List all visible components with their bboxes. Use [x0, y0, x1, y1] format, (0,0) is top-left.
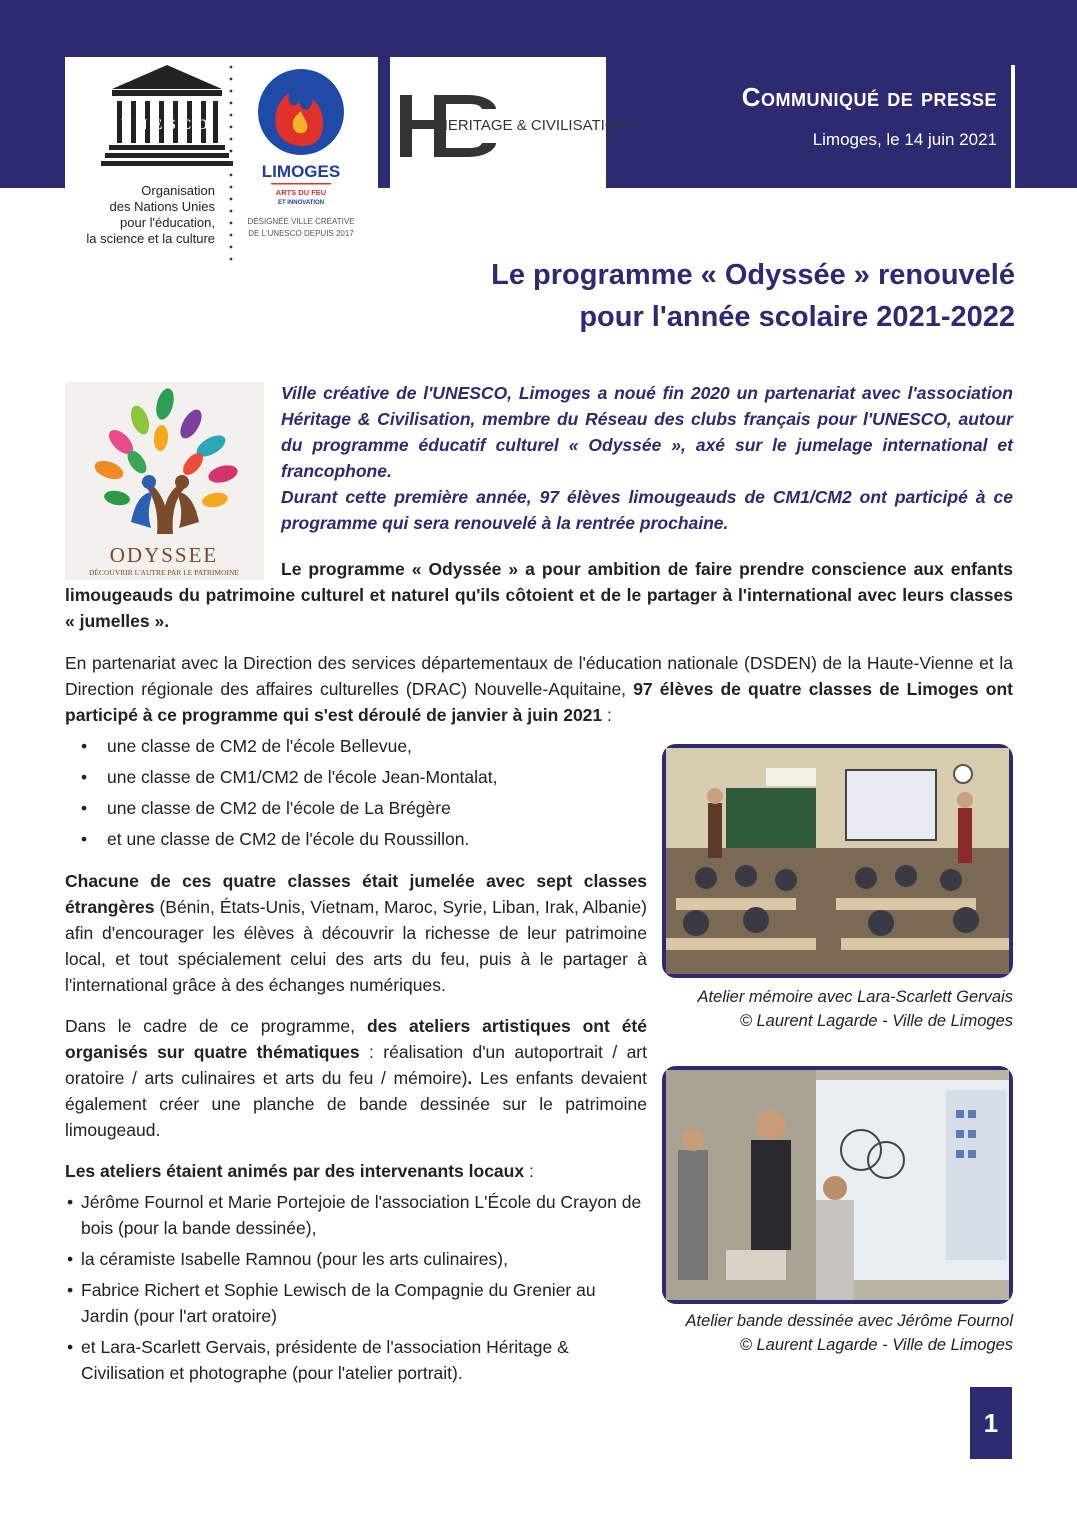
odyssee-logo	[65, 382, 264, 580]
svg-text:ARTS DU FEU: ARTS DU FEU	[275, 188, 327, 197]
intro-text-1: Ville créative de l'UNESCO, Limoges a noué fin 2020 un partenariat avec l'association Héritage & Civilisation, membre du Réseau des clubs français pour l'UNESCO, autour du programme éducatif culturel « Odyssée », axé sur le jumelage international et francophone.	[281, 383, 1013, 481]
svg-text:des Nations Unies: des Nations Unies	[109, 199, 215, 214]
twinning-text: (Bénin, États-Unis, Vietnam, Maroc, Syrie, Liban, Irak, Albanie) afin d'encourager les élèves à découvrir la richesse de leur patrimoine local, et tout spécialement celui des arts du feu, puis à le partager à l'international grâce à des échanges numériques.	[65, 897, 647, 995]
limoges-logo	[248, 69, 355, 238]
caption-title: Atelier bande dessinée avec Jérôme Fournol	[685, 1312, 1013, 1330]
list-item: • et une classe de CM2 de l'école du Roussillon.	[65, 826, 625, 852]
partner-logos-panel	[65, 57, 378, 267]
press-release-date: Limoges, le 14 juin 2021	[812, 130, 997, 149]
workshops-text-2: : réalisation d'un autoportrait / art oratoire / arts culinaires et arts du feu / mémoire)	[65, 1042, 647, 1088]
photo-caption-2	[613, 1309, 1013, 1357]
partnership-text: En partenariat avec la Direction des services départementaux de l'éducation nationale (DSDEN) de la Haute-Vienne et la Direction régionale des affaires culturelles (DRAC) Nouvelle-Aquitaine,	[65, 653, 1013, 699]
photo-workshop-bande-dessinee	[662, 1066, 1013, 1304]
list-item: • une classe de CM2 de l'école Bellevue,	[65, 733, 625, 759]
list-item: • Fabrice Richert et Sophie Lewisch de la Compagnie du Grenier au Jardin (pour l'art oratoire)	[65, 1277, 647, 1329]
twinning-paragraph	[65, 868, 647, 998]
title-line-1: Le programme « Odyssée » renouvelé	[491, 259, 1015, 291]
caption-credit: © Laurent Lagarde - Ville de Limoges	[739, 1336, 1013, 1354]
page-title	[375, 254, 1015, 338]
workshops-highlight: des ateliers artistiques ont été organisés sur quatre thématiques	[65, 1016, 647, 1062]
list-item: • et Lara-Scarlett Gervais, présidente de l'association Héritage & Civilisation et photographe (pour l'atelier portrait).	[65, 1334, 647, 1386]
press-release-title: Communiqué de presse	[741, 82, 997, 112]
svg-text:la science et la culture: la science et la culture	[86, 231, 215, 246]
partnership-end: :	[602, 705, 612, 725]
caption-title: Atelier mémoire avec Lara-Scarlett Gervais	[697, 988, 1013, 1006]
workshops-text-3: Les enfants devaient également créer une planche de bande dessinée sur le patrimoine limougeaud.	[65, 1068, 647, 1140]
heritage-civilisation-logo	[390, 57, 628, 188]
svg-text:ODYSSEE: ODYSSEE	[109, 543, 219, 567]
svg-text:UNESCO: UNESCO	[120, 117, 214, 133]
page-number: 1	[970, 1387, 1012, 1459]
animators-heading-text: Les ateliers étaient animés par des intervenants locaux	[65, 1161, 525, 1181]
svg-text:DÉSIGNÉE VILLE CRÉATIVE: DÉSIGNÉE VILLE CRÉATIVE	[247, 217, 355, 226]
photo-workshop-memoire	[662, 744, 1013, 978]
ambition-paragraph: Le programme « Odyssée » a pour ambition de faire prendre conscience aux enfants limougeauds du patrimoine culturel et naturel qu'ils côtoient et de le partager à l'international avec leurs classes « jumelles ».	[65, 559, 1013, 631]
header-rule	[1011, 65, 1015, 188]
svg-text:HERITAGE & CIVILISATION: HERITAGE & CIVILISATION	[437, 117, 628, 134]
workshops-paragraph	[65, 1013, 647, 1143]
intro-paragraph	[281, 380, 1013, 536]
workshops-text-1: Dans le cadre de ce programme,	[65, 1016, 367, 1036]
twinning-highlight: Chacune de ces quatre classes était jumelée avec sept classes étrangères	[65, 871, 647, 917]
list-item: • une classe de CM1/CM2 de l'école Jean-Montalat,	[65, 764, 625, 790]
partnership-highlight: 97 élèves de quatre classes de Limoges ont participé à ce programme qui s'est déroulé de janvier à juin 2021	[65, 679, 1013, 725]
list-item: • Jérôme Fournol et Marie Portejoie de l'association L'École du Crayon de bois (pour la bande dessinée),	[65, 1189, 647, 1241]
svg-text:ET INNOVATION: ET INNOVATION	[277, 200, 325, 206]
classes-list	[65, 733, 625, 857]
photo-caption-1	[613, 985, 1013, 1033]
workshops-period: .	[467, 1068, 473, 1088]
svg-text:pour l'éducation,: pour l'éducation,	[120, 215, 215, 230]
unesco-logo	[65, 57, 378, 267]
title-line-2: pour l'année scolaire 2021-2022	[579, 301, 1015, 333]
animators-heading	[65, 1158, 647, 1184]
animators-list	[65, 1189, 647, 1391]
svg-text:Organisation: Organisation	[141, 183, 215, 198]
partnership-paragraph	[65, 650, 1013, 728]
svg-text:DE L'UNESCO DEPUIS 2017: DE L'UNESCO DEPUIS 2017	[248, 229, 354, 238]
caption-credit: © Laurent Lagarde - Ville de Limoges	[739, 1012, 1013, 1030]
svg-text:LIMOGES: LIMOGES	[261, 162, 341, 181]
list-item: • la céramiste Isabelle Ramnou (pour les arts culinaires),	[65, 1246, 647, 1272]
animators-heading-end: :	[524, 1161, 534, 1181]
svg-text:DÉCOUVRIR L'AUTRE PAR LE PATRI: DÉCOUVRIR L'AUTRE PAR LE PATRIMOINE	[89, 568, 239, 577]
intro-text-2: Durant cette première année, 97 élèves limougeauds de CM1/CM2 ont participé à ce programme qui sera renouvelé à la rentrée prochaine.	[281, 487, 1013, 533]
list-item: • une classe de CM2 de l'école de La Brégère	[65, 795, 625, 821]
